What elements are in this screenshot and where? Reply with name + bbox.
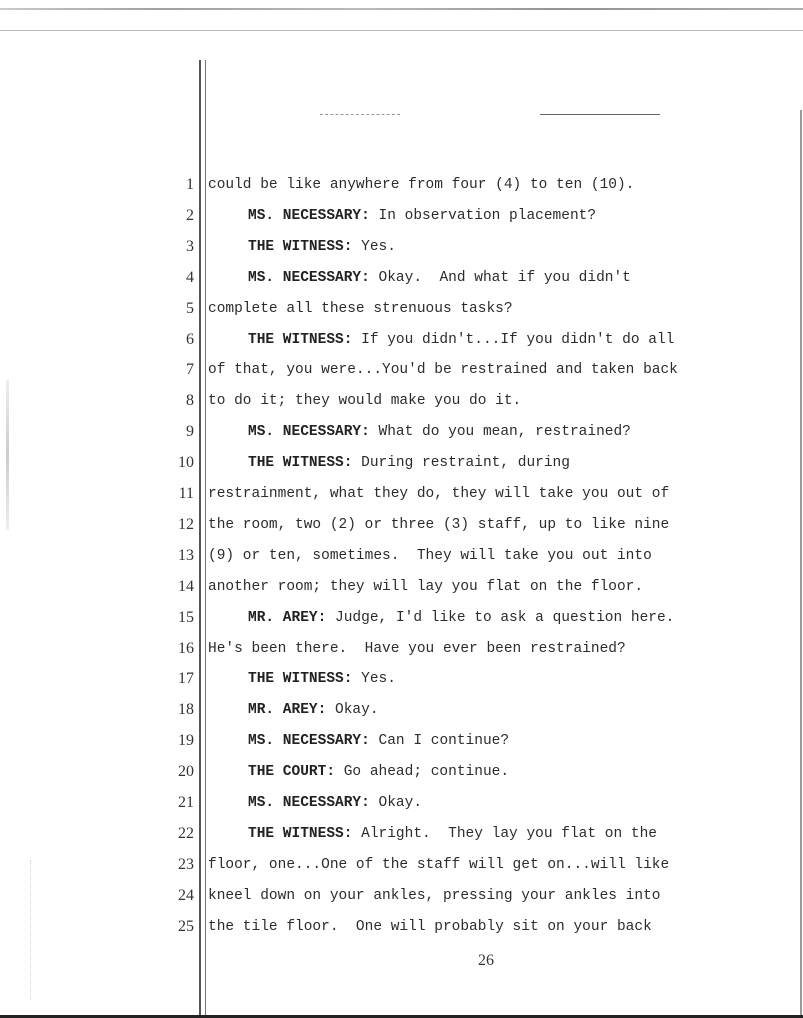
transcript-line	[150, 296, 800, 322]
spoken-text: Judge, I'd like to ask a question here.	[326, 609, 675, 626]
line-number: 12	[178, 515, 194, 533]
transcript-line	[150, 790, 800, 816]
speaker-label: MR. AREY:	[248, 609, 327, 626]
faint-dash-mark	[320, 114, 400, 115]
line-number: 21	[178, 794, 194, 811]
line-text	[208, 177, 800, 193]
line-text	[208, 671, 800, 687]
transcript-line	[150, 759, 800, 785]
scan-artifact-top	[0, 8, 803, 10]
spoken-text: of that, you were...You'd be restrained and taken back	[208, 362, 678, 379]
line-text	[208, 826, 800, 842]
spoken-text: What do you mean, restrained?	[369, 424, 631, 441]
transcript-line	[150, 512, 800, 538]
transcript-line	[150, 172, 800, 198]
speaker-label: THE WITNESS:	[248, 825, 353, 842]
transcript-line	[150, 728, 800, 754]
spoken-text: Okay. And what if you didn't	[369, 269, 631, 286]
line-number: 5	[186, 299, 194, 317]
transcript-line	[150, 357, 800, 383]
spoken-text: Yes.	[352, 671, 396, 688]
line-number: 2	[186, 206, 194, 224]
line-number: 1	[186, 176, 194, 193]
speaker-label: THE WITNESS:	[248, 238, 353, 255]
line-text	[208, 764, 800, 780]
transcript-line	[150, 327, 800, 353]
transcript-line	[150, 450, 800, 476]
spoken-text: the tile floor. One will probably sit on your back	[208, 918, 652, 935]
line-text	[208, 208, 800, 224]
line-number: 16	[178, 639, 194, 657]
faint-dash-mark	[540, 114, 660, 115]
line-text	[208, 733, 800, 749]
line-text	[208, 888, 800, 904]
line-number: 4	[186, 268, 194, 286]
page-number: 26	[478, 952, 494, 969]
line-text	[208, 393, 800, 409]
line-number: 22	[178, 824, 194, 842]
spoken-text: could be like anywhere from four (4) to ten (10).	[208, 177, 635, 193]
line-number: 17	[178, 670, 194, 688]
speaker-label: MS. NECESSARY:	[248, 733, 370, 750]
speaker-label: MS. NECESSARY:	[248, 795, 370, 811]
speaker-label: THE WITNESS:	[248, 671, 353, 688]
line-text	[208, 362, 800, 378]
spoken-text: kneel down on your ankles, pressing your ankles into	[208, 887, 661, 904]
line-text	[208, 486, 800, 502]
scan-smudge	[6, 380, 9, 530]
scan-specks	[30, 860, 37, 1000]
line-text	[208, 857, 800, 873]
line-text	[208, 548, 800, 564]
speaker-label: THE WITNESS:	[248, 331, 353, 348]
spoken-text: to do it; they would make you do it.	[208, 393, 522, 410]
line-number: 24	[178, 886, 194, 904]
scan-artifact-line	[0, 30, 803, 31]
line-number: 9	[186, 423, 194, 441]
line-number: 18	[178, 701, 194, 719]
spoken-text: floor, one...One of the staff will get on...will like	[208, 856, 670, 873]
line-number: 20	[178, 763, 194, 781]
line-number: 11	[178, 485, 194, 502]
right-margin-rule	[800, 110, 802, 1018]
spoken-text: (9) or ten, sometimes. They will take you out into	[208, 547, 652, 564]
spoken-text: another room; they will lay you flat on the floor.	[208, 578, 644, 595]
transcript-line	[150, 203, 800, 229]
line-text	[208, 795, 800, 811]
line-number: 23	[178, 855, 194, 873]
line-number: 3	[186, 237, 194, 255]
transcript-line	[150, 265, 800, 291]
line-text	[208, 455, 800, 471]
transcript-line	[150, 821, 800, 847]
transcript-line	[150, 419, 800, 445]
line-text	[208, 579, 800, 595]
spoken-text: In observation placement?	[369, 207, 597, 224]
speaker-label: THE WITNESS:	[248, 455, 353, 472]
transcript-line	[150, 574, 800, 600]
spoken-text: Alright. They lay you flat on the	[352, 825, 657, 842]
spoken-text: If you didn't...If you didn't do all	[352, 331, 675, 348]
speaker-label: MS. NECESSARY:	[248, 424, 370, 441]
line-text	[208, 517, 800, 533]
speaker-label: MS. NECESSARY:	[248, 269, 370, 286]
transcript-line	[150, 666, 800, 692]
speaker-label: MS. NECESSARY:	[248, 207, 370, 224]
line-number: 14	[178, 577, 194, 595]
spoken-text: restrainment, what they do, they will take you out of	[208, 486, 670, 502]
line-text	[208, 424, 800, 440]
line-text	[208, 301, 800, 317]
line-number: 6	[186, 330, 194, 348]
transcript-line	[150, 234, 800, 260]
transcript-line	[150, 543, 800, 569]
speaker-label: MR. AREY:	[248, 702, 327, 719]
line-text	[208, 641, 800, 657]
line-text	[208, 332, 800, 348]
spoken-text: During restraint, during	[352, 455, 570, 472]
transcript-line	[150, 697, 800, 723]
line-text	[208, 239, 800, 255]
transcript-line	[150, 914, 800, 940]
transcript-line	[150, 605, 800, 631]
spoken-text: Okay.	[369, 795, 423, 811]
spoken-text: He's been there. Have you ever been restrained?	[208, 640, 626, 657]
transcript-line	[150, 852, 800, 878]
spoken-text: Go ahead; continue.	[335, 764, 510, 781]
line-number: 25	[178, 917, 194, 935]
line-number: 19	[178, 732, 194, 750]
line-number: 13	[178, 546, 194, 564]
line-number: 10	[178, 454, 194, 472]
spoken-text: complete all these strenuous tasks?	[208, 300, 513, 317]
transcript-line	[150, 883, 800, 909]
transcript-line	[150, 388, 800, 414]
line-number: 7	[186, 361, 194, 379]
line-text	[208, 702, 800, 718]
speaker-label: THE COURT:	[248, 764, 336, 781]
line-text	[208, 270, 800, 286]
spoken-text: Can I continue?	[369, 733, 510, 750]
line-text	[208, 919, 800, 935]
line-number: 8	[186, 392, 194, 410]
spoken-text: the room, two (2) or three (3) staff, up to like nine	[208, 516, 670, 533]
spoken-text: Yes.	[352, 238, 396, 255]
transcript-line	[150, 481, 800, 507]
spoken-text: Okay.	[326, 702, 379, 719]
line-number: 15	[178, 608, 194, 626]
line-text	[208, 610, 800, 626]
transcript-line	[150, 636, 800, 662]
